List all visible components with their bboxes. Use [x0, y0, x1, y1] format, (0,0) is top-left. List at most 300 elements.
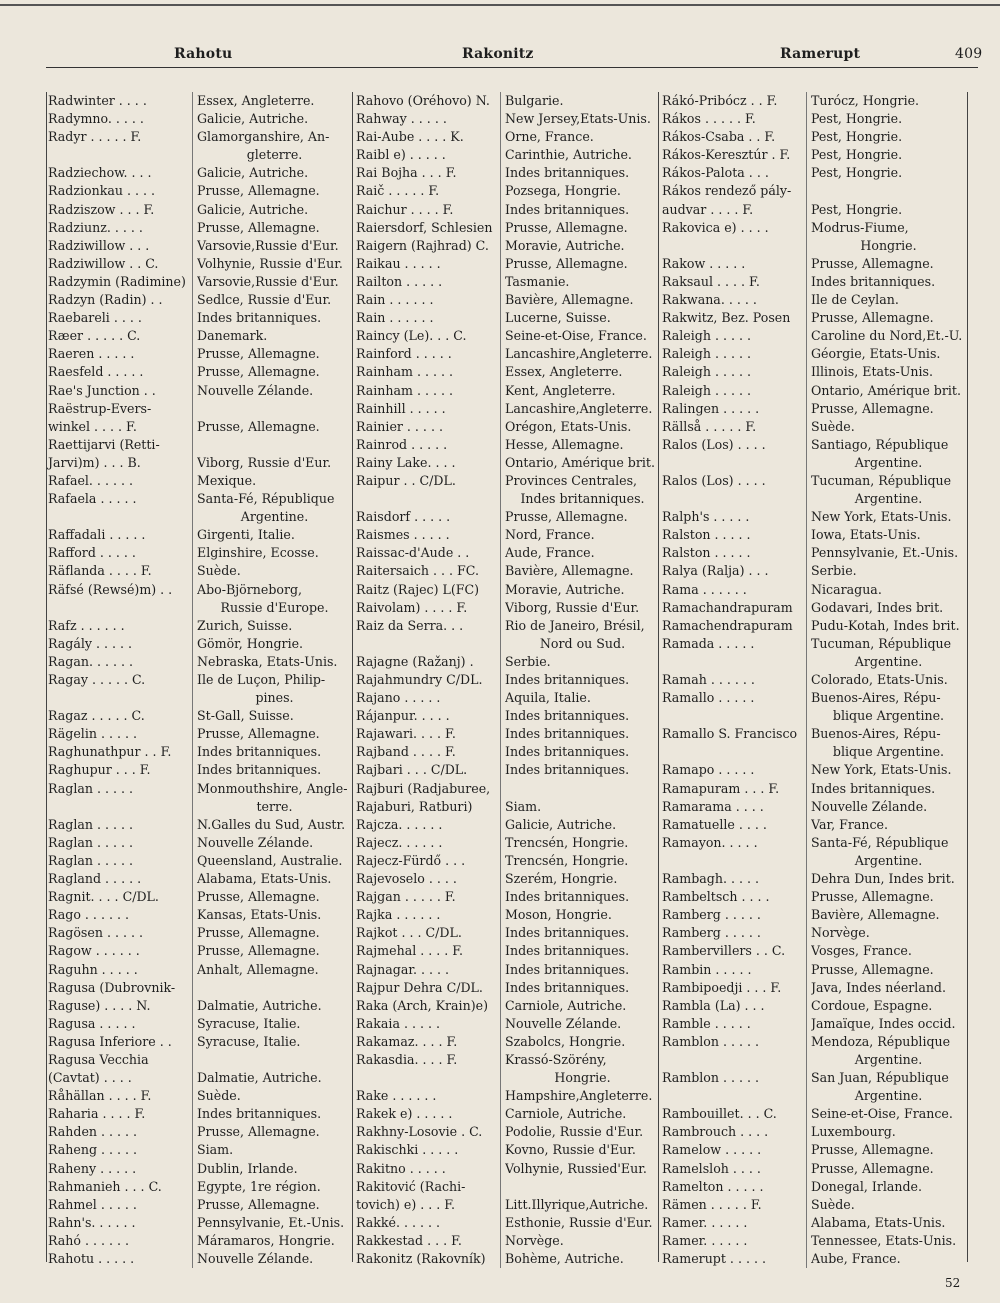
- entry-row: [46, 400, 352, 418]
- entry-row: [46, 725, 352, 743]
- place-location: [807, 508, 966, 526]
- location-line: Prusse, Allemagne.: [811, 961, 934, 977]
- place-location: [193, 725, 352, 743]
- entry-row: [354, 1087, 660, 1105]
- place-location: [193, 1250, 352, 1268]
- place-location: [501, 1033, 660, 1051]
- location-line: Sedlce, Russie d'Eur.: [197, 292, 332, 308]
- entry-row: [46, 273, 352, 291]
- place-location: [501, 906, 660, 924]
- place-name: Raiz da Serra. . .: [354, 617, 501, 653]
- place-name: Radymno. . . . .: [46, 110, 193, 128]
- place-location: [501, 472, 660, 508]
- place-name: Ralingen . . . . .: [660, 400, 807, 418]
- place-location: [807, 255, 966, 273]
- place-name: Rakkestad . . . F.: [354, 1232, 501, 1250]
- entry-row: [660, 526, 966, 544]
- place-location: [807, 436, 966, 472]
- place-location: [193, 273, 352, 291]
- entry-row: [660, 472, 966, 508]
- place-location: [807, 363, 966, 381]
- entry-row: [354, 924, 660, 942]
- place-location: [501, 798, 660, 816]
- place-location: [807, 1123, 966, 1141]
- entry-row: [354, 219, 660, 237]
- place-name: Rai-Aube . . . . K.: [354, 128, 501, 146]
- place-location: [807, 1069, 966, 1105]
- location-line: Prusse, Allemagne.: [811, 1142, 934, 1158]
- place-name: Raguse) . . . . N.: [46, 997, 193, 1015]
- place-location: [501, 1196, 660, 1214]
- entry-row: [46, 490, 352, 526]
- place-location: [807, 309, 966, 327]
- place-location: [807, 92, 966, 110]
- entry-row: [354, 870, 660, 888]
- entry-row: [354, 1178, 660, 1196]
- place-name: Radzyn (Radin) . .: [46, 291, 193, 309]
- place-name: Rakitović (Rachi-: [354, 1178, 501, 1196]
- entry-row: [354, 671, 660, 689]
- location-line: Carniole, Autriche.: [505, 1106, 627, 1122]
- column-rule: [352, 92, 353, 1262]
- location-line: Caroline du Nord,Et.-U.: [811, 328, 963, 344]
- place-name: Raglan . . . . .: [46, 852, 193, 870]
- place-location: [193, 382, 352, 400]
- location-line: Danemark.: [197, 328, 268, 344]
- location-line: Prusse, Allemagne.: [197, 1196, 320, 1212]
- entry-row: [354, 852, 660, 870]
- place-name: Raibl e) . . . . .: [354, 146, 501, 164]
- entry-row: [660, 1160, 966, 1178]
- location-line: Santa-Fé, République: [811, 834, 949, 850]
- location-line: Prusse, Allemagne.: [197, 183, 320, 199]
- place-location: [807, 400, 966, 418]
- location-line: Bulgarie.: [505, 93, 564, 108]
- place-name: Rajpur Dehra C/DL.: [354, 979, 501, 997]
- place-location: [807, 562, 966, 580]
- location-line: Pest, Hongrie.: [811, 165, 903, 181]
- place-location: [193, 707, 352, 725]
- location-line: Syracuse, Italie.: [197, 1015, 301, 1031]
- entry-row: [46, 1105, 352, 1123]
- location-line: Dehra Dun, Indes brit.: [811, 871, 955, 887]
- place-name: Rajnagar. . . . .: [354, 961, 501, 979]
- place-name: Raisdorf . . . . .: [354, 508, 501, 526]
- location-line: Cordoue, Espagne.: [811, 997, 933, 1013]
- entry-row: [46, 653, 352, 671]
- location-line: Norvège.: [505, 1232, 564, 1248]
- place-name: Raič . . . . . F.: [354, 182, 501, 200]
- entry-row: [354, 834, 660, 852]
- entry-row: [660, 1015, 966, 1033]
- location-line: Dublin, Irlande.: [197, 1160, 298, 1176]
- place-name: Raipur . . C/DL.: [354, 472, 501, 508]
- place-location: [807, 798, 966, 816]
- location-line: Varsovie,Russie d'Eur.: [197, 237, 339, 253]
- place-location: [501, 273, 660, 291]
- entry-row: [354, 888, 660, 906]
- place-location: [193, 454, 352, 472]
- place-location: [501, 834, 660, 852]
- place-location: [807, 146, 966, 164]
- place-name: Raebareli . . . .: [46, 309, 193, 327]
- place-location: [807, 110, 966, 128]
- place-name: Ramallo . . . . .: [660, 689, 807, 725]
- place-location: [501, 345, 660, 363]
- place-name: Rahn's. . . . . .: [46, 1214, 193, 1232]
- location-line: Indes britanniques.: [811, 273, 936, 289]
- place-name: Ragaz . . . . . C.: [46, 707, 193, 725]
- entry-row: [46, 255, 352, 273]
- column-1: [46, 92, 352, 1266]
- place-location: [193, 544, 352, 562]
- place-location: [807, 888, 966, 906]
- place-location: [807, 164, 966, 182]
- location-line: Pest, Hongrie.: [811, 201, 903, 217]
- place-location: [501, 309, 660, 327]
- entry-row: [46, 635, 352, 653]
- entry-row: [354, 237, 660, 255]
- place-location: [193, 671, 352, 707]
- place-name: Ralos (Los) . . . .: [660, 472, 807, 508]
- place-name: Rambin . . . . .: [660, 961, 807, 979]
- entry-row: [46, 110, 352, 128]
- location-line: Ile de Luçon, Philip-: [197, 672, 326, 687]
- entry-row: [354, 164, 660, 182]
- location-line: Indes britanniques.: [811, 780, 936, 796]
- place-location: [193, 110, 352, 128]
- entry-row: [46, 961, 352, 979]
- place-name: Raheny . . . . .: [46, 1160, 193, 1178]
- entry-row: [354, 291, 660, 309]
- place-location: [807, 526, 966, 544]
- location-line: Moson, Hongrie.: [505, 907, 612, 923]
- place-name: Rambrouch . . . .: [660, 1123, 807, 1141]
- place-location: [193, 816, 352, 834]
- place-name: Ramer. . . . . .: [660, 1232, 807, 1250]
- place-name: Ralos (Los) . . . .: [660, 436, 807, 472]
- place-name: Rake . . . . . .: [354, 1087, 501, 1105]
- place-location: [807, 1178, 966, 1196]
- place-location: [807, 472, 966, 508]
- location-line: Ile de Ceylan.: [811, 292, 899, 308]
- location-line: Buenos-Aires, Répu-: [811, 690, 941, 706]
- entry-row: [46, 816, 352, 834]
- entry-row: [660, 273, 966, 291]
- place-location: [501, 761, 660, 779]
- entry-row: [46, 201, 352, 219]
- place-name: Raivolam) . . . . F.: [354, 599, 501, 617]
- sheet-signature: 52: [945, 1276, 961, 1290]
- location-line: Tennessee, Etats-Unis.: [811, 1232, 957, 1248]
- entry-row: [354, 816, 660, 834]
- place-name: Raiersdorf, Schlesien: [354, 219, 501, 237]
- place-location: [807, 327, 966, 345]
- place-name: Rambouillet. . . C.: [660, 1105, 807, 1123]
- place-location: [807, 1105, 966, 1123]
- location-line: Russie d'Europe.: [220, 599, 329, 615]
- location-line: Alabama, Etats-Unis.: [197, 871, 332, 887]
- place-location: [193, 1196, 352, 1214]
- place-location: [193, 237, 352, 255]
- place-location: [807, 1141, 966, 1159]
- place-location: [501, 1123, 660, 1141]
- entry-row: [46, 906, 352, 924]
- place-location: [807, 780, 966, 798]
- place-location: [193, 906, 352, 924]
- entry-row: [354, 617, 660, 653]
- place-name: Ramelow . . . . .: [660, 1141, 807, 1159]
- entry-row: [660, 219, 966, 255]
- entry-row: [46, 780, 352, 816]
- location-line: Tucuman, République: [811, 472, 952, 488]
- entry-row: [660, 182, 966, 200]
- location-line: Galicie, Autriche.: [197, 165, 309, 181]
- place-location: [807, 834, 966, 870]
- place-name: Ragály . . . . .: [46, 635, 193, 653]
- location-line: Galicie, Autriche.: [197, 111, 309, 127]
- location-line: Prusse, Allemagne.: [197, 418, 320, 434]
- entry-row: [46, 1178, 352, 1196]
- place-name: Ramerupt . . . . .: [660, 1250, 807, 1268]
- top-rule: [0, 4, 1000, 6]
- location-line: Litt.Illyrique,Autriche.: [505, 1196, 649, 1212]
- location-line: Trencsén, Hongrie.: [505, 852, 629, 868]
- header-last-entry: Ramerupt: [780, 46, 861, 62]
- place-name: Ramachendrapuram: [660, 617, 807, 635]
- entry-row: [46, 237, 352, 255]
- location-line: St-Gall, Suisse.: [197, 708, 294, 724]
- location-line: Volhynie, Russied'Eur.: [505, 1160, 647, 1176]
- entry-row: [660, 1105, 966, 1123]
- location-line: Indes britanniques.: [505, 201, 630, 217]
- place-location: [501, 418, 660, 436]
- place-location: [501, 1141, 660, 1159]
- place-name: Rahmel . . . . .: [46, 1196, 193, 1214]
- location-line: Nord, France.: [505, 527, 595, 543]
- entry-row: [660, 798, 966, 816]
- entry-row: [46, 291, 352, 309]
- place-name: Ramah . . . . . .: [660, 671, 807, 689]
- location-line: terre.: [256, 798, 293, 814]
- location-line: [197, 400, 352, 418]
- place-location: [501, 128, 660, 146]
- place-name: audvar . . . . F.: [660, 201, 807, 219]
- entry-row: [354, 798, 660, 816]
- location-line: Moravie, Autriche.: [505, 237, 625, 253]
- place-location: [501, 201, 660, 219]
- place-name: Rain . . . . . .: [354, 291, 501, 309]
- place-name: Ragusa Inferiore . .: [46, 1033, 193, 1051]
- location-line: Mendoza, République: [811, 1033, 951, 1049]
- place-name: Ramada . . . . .: [660, 635, 807, 671]
- place-location: [501, 526, 660, 544]
- location-line: Rio de Janeiro, Brésil,: [505, 617, 645, 633]
- entry-row: [354, 979, 660, 997]
- place-location: [501, 544, 660, 562]
- location-line: San Juan, République: [811, 1070, 949, 1086]
- entry-row: [354, 997, 660, 1015]
- entry-row: [660, 382, 966, 400]
- place-location: [193, 1087, 352, 1105]
- location-line: Pennsylvanie, Et.-Unis.: [197, 1214, 345, 1230]
- location-line: Suède.: [197, 1088, 241, 1104]
- location-line: Aquila, Italie.: [505, 690, 591, 706]
- location-line: Serbie.: [811, 563, 857, 579]
- entry-row: [46, 472, 352, 490]
- place-name: Raeren . . . . .: [46, 345, 193, 363]
- entry-row: [354, 906, 660, 924]
- place-location: [807, 1196, 966, 1214]
- location-line: Queensland, Australie.: [197, 852, 343, 868]
- place-location: [501, 852, 660, 870]
- place-location: [501, 924, 660, 942]
- place-name: Rajband . . . . F.: [354, 743, 501, 761]
- place-name: Ramapo . . . . .: [660, 761, 807, 779]
- place-location: [807, 382, 966, 400]
- location-line: Suède.: [197, 563, 241, 579]
- location-line: Trencsén, Hongrie.: [505, 834, 629, 850]
- entry-row: [354, 345, 660, 363]
- place-location: [501, 1051, 660, 1087]
- location-line: Prusse, Allemagne.: [197, 889, 320, 905]
- location-line: Varsovie,Russie d'Eur.: [197, 273, 339, 289]
- location-line: Mexique.: [197, 472, 257, 488]
- place-location: [193, 942, 352, 960]
- location-line: Indes britanniques.: [197, 762, 322, 778]
- location-line: Aube, France.: [811, 1251, 901, 1266]
- location-line: Glamorganshire, An-: [197, 129, 330, 145]
- place-name: Radzymin (Radimine): [46, 273, 193, 291]
- place-name: Ramayon. . . . .: [660, 834, 807, 870]
- place-location: [807, 544, 966, 562]
- entry-row: [354, 400, 660, 418]
- entry-row: [46, 1214, 352, 1232]
- place-name: Rakitno . . . . .: [354, 1160, 501, 1178]
- location-line: Suède.: [811, 418, 855, 434]
- place-name: Raikau . . . . .: [354, 255, 501, 273]
- entry-row: [46, 219, 352, 237]
- place-location: [193, 581, 352, 617]
- place-name: Rambervillers . . C.: [660, 942, 807, 960]
- entry-row: [660, 436, 966, 472]
- place-name: winkel . . . . F.: [46, 418, 193, 436]
- place-name: Rakamaz. . . . F.: [354, 1033, 501, 1051]
- entry-row: [354, 1105, 660, 1123]
- entry-row: [354, 1214, 660, 1232]
- location-line: Illinois, Etats-Unis.: [811, 364, 934, 380]
- location-line: Pest, Hongrie.: [811, 111, 903, 127]
- entry-row: [660, 1123, 966, 1141]
- place-location: [193, 255, 352, 273]
- place-name: Raksaul . . . . F.: [660, 273, 807, 291]
- place-name: Rákos rendező pály-: [660, 182, 807, 200]
- location-line: Hongrie.: [860, 237, 917, 253]
- location-line: Hampshire,Angleterre.: [505, 1088, 653, 1104]
- place-name: Rainham . . . . .: [354, 363, 501, 381]
- place-location: [501, 454, 660, 472]
- entry-row: [660, 997, 966, 1015]
- entry-row: [354, 961, 660, 979]
- location-line: Kent, Angleterre.: [505, 382, 616, 398]
- place-name: Raleigh . . . . .: [660, 327, 807, 345]
- entry-row: [354, 128, 660, 146]
- place-name: Rákos-Csaba . . F.: [660, 128, 807, 146]
- place-name: Ramarama . . . .: [660, 798, 807, 816]
- place-name: Rajecz. . . . . .: [354, 834, 501, 852]
- location-line: Pozsega, Hongrie.: [505, 183, 621, 199]
- entry-row: [46, 1033, 352, 1051]
- entry-row: [660, 110, 966, 128]
- location-line: Orégon, Etats-Unis.: [505, 418, 632, 434]
- entry-row: [46, 526, 352, 544]
- entry-row: [46, 418, 352, 436]
- entry-row: [46, 924, 352, 942]
- entry-row: [354, 327, 660, 345]
- place-name: Rajka . . . . . .: [354, 906, 501, 924]
- place-name: Raglan . . . . .: [46, 816, 193, 834]
- entry-row: [354, 508, 660, 526]
- location-line: Serbie.: [505, 653, 551, 669]
- entry-row: [46, 309, 352, 327]
- place-location: [807, 617, 966, 635]
- location-line: Seine-et-Oise, France.: [505, 328, 647, 344]
- place-name: Ragay . . . . . C.: [46, 671, 193, 707]
- place-location: [807, 219, 966, 255]
- location-line: Godavari, Indes brit.: [811, 599, 944, 615]
- place-location: [193, 1015, 352, 1033]
- entry-row: [660, 1196, 966, 1214]
- location-line: Orne, France.: [505, 129, 594, 145]
- entry-row: [354, 562, 660, 580]
- entry-row: [46, 1015, 352, 1033]
- place-location: [807, 345, 966, 363]
- place-name: Rakovica e) . . . .: [660, 219, 807, 255]
- entry-row: [46, 979, 352, 997]
- column-3: [660, 92, 966, 1266]
- place-location: [807, 1033, 966, 1069]
- place-location: [501, 1178, 660, 1196]
- place-location: [501, 653, 660, 671]
- location-line: N.Galles du Sud, Austr.: [197, 816, 346, 832]
- place-location: [807, 942, 966, 960]
- place-location: [501, 870, 660, 888]
- place-name: Radziszow . . . F.: [46, 201, 193, 219]
- location-line: Var, France.: [811, 816, 888, 832]
- entry-row: [660, 1033, 966, 1069]
- entry-row: [660, 508, 966, 526]
- place-location: [807, 870, 966, 888]
- entry-row: [46, 997, 352, 1015]
- place-location: [501, 237, 660, 255]
- entry-row: [46, 870, 352, 888]
- place-name: Raesfeld . . . . .: [46, 363, 193, 381]
- place-name: Raettijarvi (Retti-: [46, 436, 193, 454]
- location-line: Provinces Centrales,: [505, 472, 638, 488]
- place-name: Rajburi (Radjaburee,: [354, 780, 501, 798]
- entry-row: [354, 689, 660, 707]
- location-line: Moravie, Autriche.: [505, 581, 625, 597]
- location-line: Prusse, Allemagne.: [197, 925, 320, 941]
- place-name: Raka (Arch, Krain)e): [354, 997, 501, 1015]
- location-line: New York, Etats-Unis.: [811, 509, 952, 525]
- entry-row: [660, 255, 966, 273]
- place-name: Rakwana. . . . .: [660, 291, 807, 309]
- location-line: Lancashire,Angleterre.: [505, 400, 653, 416]
- place-location: [193, 363, 352, 381]
- location-line: [197, 1051, 352, 1069]
- location-line: Prusse, Allemagne.: [811, 400, 934, 416]
